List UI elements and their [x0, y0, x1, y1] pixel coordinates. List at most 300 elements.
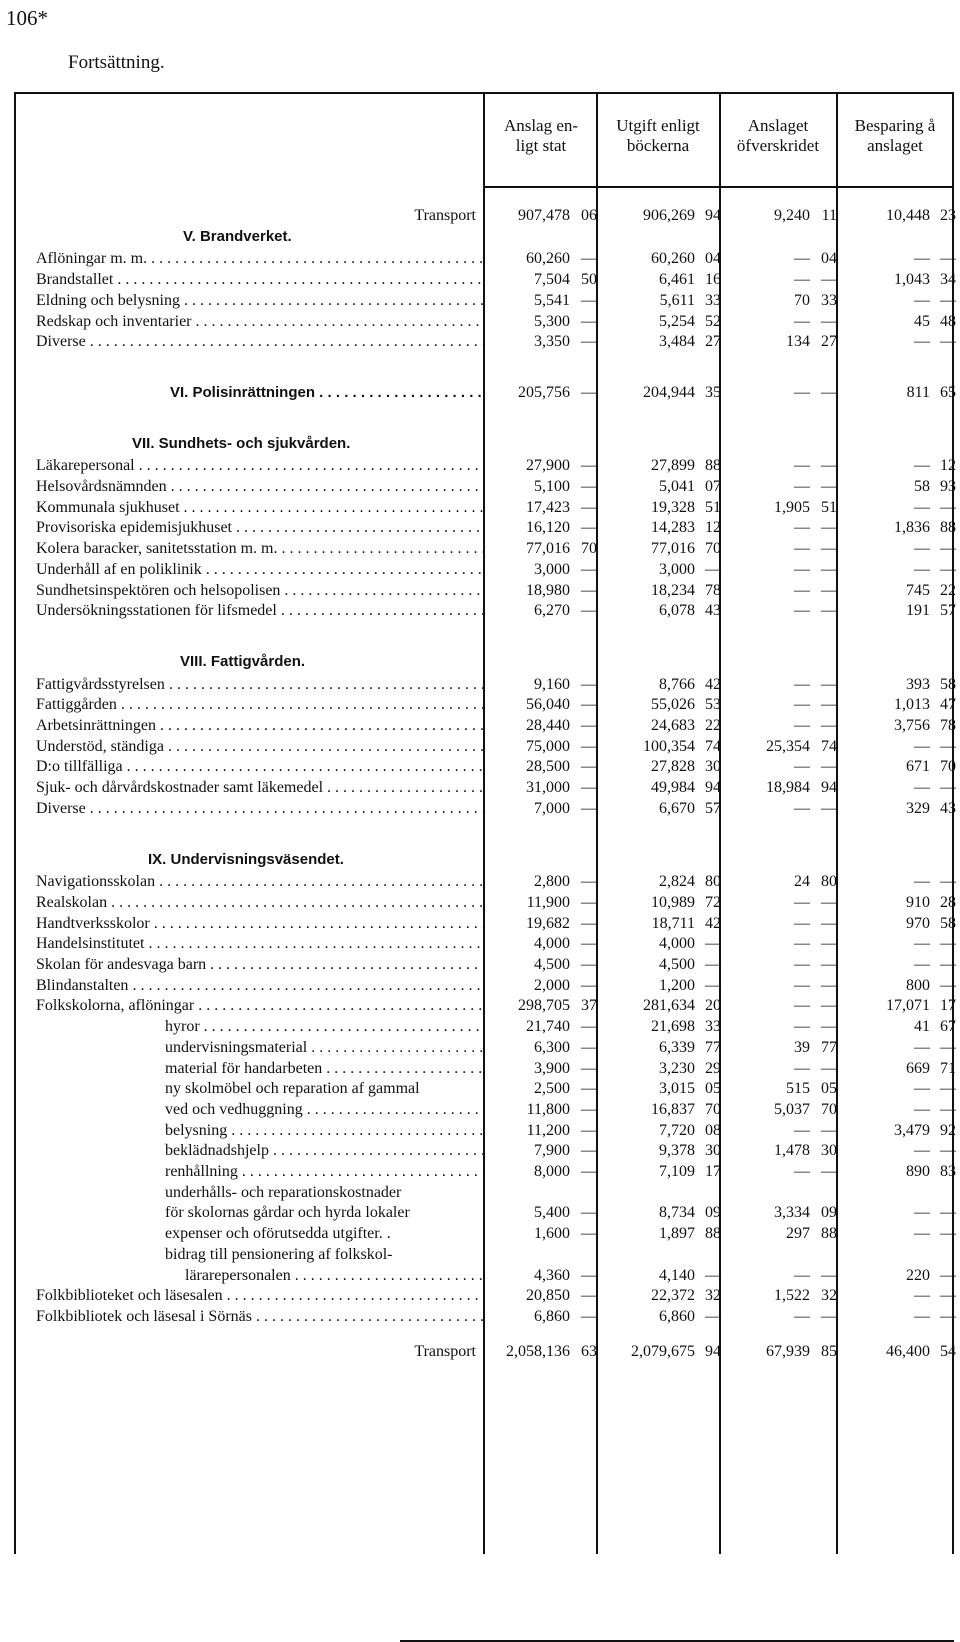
- amount-cell: —: [794, 893, 810, 911]
- table-row: [0, 1341, 960, 1362]
- row-label: Transport: [414, 207, 476, 224]
- ore-cell: —: [581, 333, 597, 351]
- amount-cell: —: [914, 1307, 930, 1325]
- amount-cell: 11,200: [526, 1121, 570, 1139]
- amount-cell: —: [794, 935, 810, 953]
- ore-cell: —: [581, 1100, 597, 1118]
- ore-cell: —: [821, 1018, 837, 1036]
- amount-cell: 800: [906, 976, 930, 994]
- ore-cell: 29: [705, 1059, 721, 1077]
- amount-cell: 2,800: [534, 873, 570, 891]
- amount-cell: —: [914, 540, 930, 558]
- amount-cell: 17,423: [526, 498, 570, 516]
- ore-cell: 74: [821, 737, 837, 755]
- ore-cell: 22: [705, 717, 721, 734]
- amount-cell: —: [794, 1266, 810, 1284]
- table-row: [0, 600, 960, 621]
- amount-cell: —: [794, 478, 810, 495]
- amount-cell: 1,897: [659, 1225, 695, 1243]
- row-label: Blindanstalten . . .: [36, 975, 483, 996]
- amount-cell: 77,016: [651, 540, 695, 558]
- ore-cell: —: [581, 935, 597, 953]
- amount-cell: 39: [794, 1038, 810, 1056]
- ore-cell: —: [581, 914, 597, 932]
- ore-cell: —: [581, 1266, 597, 1284]
- ore-cell: 11: [821, 207, 837, 224]
- amount-cell: 45: [914, 312, 930, 330]
- amount-cell: 46,400: [886, 1342, 930, 1360]
- ore-cell: —: [581, 675, 597, 693]
- row-label: belysning . . .: [165, 1120, 483, 1141]
- ore-cell: 53: [705, 696, 721, 714]
- ore-cell: —: [940, 291, 956, 309]
- table-row: [0, 913, 960, 934]
- ore-cell: 12: [705, 519, 721, 537]
- ore-cell: —: [940, 333, 956, 351]
- amount-cell: 60,260: [651, 250, 695, 268]
- row-label: Realskolan . . .: [36, 892, 483, 913]
- ore-cell: —: [821, 312, 837, 330]
- ore-cell: —: [821, 457, 837, 475]
- row-label: Provisoriska epidemisjukhuset . . .: [36, 517, 483, 538]
- amount-cell: —: [794, 799, 810, 817]
- amount-cell: 191: [906, 602, 930, 620]
- ore-cell: 57: [940, 602, 956, 620]
- ore-cell: 85: [821, 1342, 837, 1360]
- row-label: beklädnadshjelp . . .: [165, 1140, 483, 1161]
- ore-cell: —: [821, 560, 837, 578]
- amount-cell: 49,984: [651, 779, 695, 797]
- ore-cell: —: [581, 1225, 597, 1243]
- table-row: [0, 1223, 960, 1244]
- row-label: Kommunala sjukhuset . . .: [36, 497, 483, 518]
- amount-cell: 3,756: [894, 717, 930, 734]
- ore-cell: 09: [821, 1204, 837, 1222]
- ore-cell: —: [581, 478, 597, 495]
- amount-cell: —: [794, 457, 810, 475]
- ore-cell: 93: [940, 478, 956, 495]
- amount-cell: 3,015: [659, 1080, 695, 1098]
- table-row: [0, 248, 960, 269]
- ore-cell: 08: [705, 1121, 721, 1139]
- ore-cell: 43: [940, 799, 956, 817]
- ore-cell: 88: [705, 457, 721, 475]
- row-label: underhålls- och reparationskostnader: [165, 1183, 402, 1201]
- ore-cell: —: [821, 956, 837, 973]
- row-label: lärarepersonalen . . .: [185, 1265, 483, 1286]
- ore-cell: —: [581, 696, 597, 714]
- row-label: Underhåll af en poliklinik . . .: [36, 559, 483, 580]
- table-row: [0, 715, 960, 736]
- ore-cell: 30: [705, 758, 721, 776]
- ore-cell: —: [940, 560, 956, 578]
- ore-cell: 94: [705, 207, 721, 224]
- amount-cell: —: [794, 1121, 810, 1139]
- table-row: [0, 580, 960, 601]
- amount-cell: 5,611: [659, 291, 695, 309]
- ore-cell: —: [940, 1307, 956, 1325]
- amount-cell: 18,980: [526, 581, 570, 599]
- amount-cell: —: [914, 737, 930, 755]
- ore-cell: —: [940, 498, 956, 516]
- amount-cell: 7,000: [534, 799, 570, 817]
- ore-cell: —: [940, 540, 956, 558]
- amount-cell: 6,078: [659, 602, 695, 620]
- amount-cell: 6,339: [659, 1038, 695, 1056]
- ore-cell: 51: [821, 498, 837, 516]
- amount-cell: 2,058,136: [506, 1342, 570, 1360]
- ore-cell: 33: [705, 291, 721, 309]
- amount-cell: —: [794, 383, 810, 401]
- amount-cell: —: [914, 1287, 930, 1305]
- ore-cell: —: [581, 893, 597, 911]
- amount-cell: 3,479: [894, 1121, 930, 1139]
- ore-cell: —: [581, 250, 597, 268]
- amount-cell: —: [914, 1142, 930, 1160]
- amount-cell: —: [914, 1080, 930, 1098]
- ore-cell: —: [821, 1059, 837, 1077]
- amount-cell: 3,350: [534, 333, 570, 351]
- row-label: Undersökningsstationen för lifsmedel . . .: [36, 600, 483, 621]
- table-row: [0, 290, 960, 311]
- row-label: ny skolmöbel och reparation af gammal: [165, 1080, 420, 1098]
- ore-cell: 67: [940, 1018, 956, 1036]
- amount-cell: —: [914, 1100, 930, 1118]
- amount-cell: 8,734: [659, 1204, 695, 1222]
- table-row: [0, 954, 960, 975]
- amount-cell: 1,522: [774, 1287, 810, 1305]
- ore-cell: 30: [705, 1142, 721, 1160]
- ore-cell: 54: [940, 1342, 956, 1360]
- amount-cell: 204,944: [643, 383, 695, 401]
- amount-cell: —: [794, 976, 810, 994]
- amount-cell: 11,900: [526, 893, 570, 911]
- amount-cell: 1,836: [894, 519, 930, 537]
- table-row: [0, 559, 960, 580]
- ore-cell: —: [940, 935, 956, 953]
- amount-cell: 5,300: [534, 312, 570, 330]
- amount-cell: —: [794, 675, 810, 693]
- ore-cell: —: [581, 799, 597, 817]
- amount-cell: 5,037: [774, 1100, 810, 1118]
- amount-cell: —: [794, 312, 810, 330]
- table-row: [0, 1244, 960, 1265]
- ore-cell: 51: [705, 498, 721, 516]
- amount-cell: 41: [914, 1018, 930, 1036]
- table-row: [0, 777, 960, 798]
- amount-cell: 55,026: [651, 696, 695, 714]
- ore-cell: —: [821, 581, 837, 599]
- row-label: Helsovårdsnämnden . . .: [36, 476, 483, 497]
- amount-cell: 19,682: [526, 914, 570, 932]
- table-row: [0, 1120, 960, 1141]
- table-row: [0, 798, 960, 819]
- amount-cell: 906,269: [643, 207, 695, 224]
- amount-cell: 393: [906, 675, 930, 693]
- ore-cell: —: [581, 1204, 597, 1222]
- amount-cell: 9,160: [534, 675, 570, 693]
- ore-cell: —: [821, 1121, 837, 1139]
- ore-cell: —: [821, 271, 837, 289]
- row-label: Fattigvårdsstyrelsen . . .: [36, 674, 483, 695]
- ore-cell: 16: [705, 271, 721, 289]
- ore-cell: 06: [581, 207, 597, 224]
- ore-cell: —: [940, 873, 956, 891]
- ore-cell: 17: [705, 1163, 721, 1180]
- ore-cell: 72: [705, 893, 721, 911]
- ore-cell: 20: [705, 997, 721, 1015]
- table-row: [0, 331, 960, 352]
- amount-cell: 56,040: [526, 696, 570, 714]
- amount-cell: —: [794, 1163, 810, 1180]
- amount-cell: 21,740: [526, 1018, 570, 1036]
- row-label: bidrag till pensionering af folkskol-: [165, 1245, 393, 1263]
- ore-cell: 37: [581, 997, 597, 1015]
- ore-cell: —: [581, 519, 597, 537]
- ore-cell: —: [705, 1307, 721, 1325]
- amount-cell: 77,016: [526, 540, 570, 558]
- amount-cell: 2,824: [659, 873, 695, 891]
- ore-cell: —: [821, 976, 837, 994]
- amount-cell: 16,837: [651, 1100, 695, 1118]
- amount-cell: —: [914, 250, 930, 268]
- amount-cell: 669: [906, 1059, 930, 1077]
- ore-cell: 88: [940, 519, 956, 537]
- amount-cell: 7,720: [659, 1121, 695, 1139]
- section-heading: VIII. Fattigvården.: [180, 652, 306, 670]
- amount-cell: 24: [794, 873, 810, 891]
- ore-cell: —: [581, 873, 597, 891]
- ore-cell: —: [940, 1266, 956, 1284]
- amount-cell: 27,900: [526, 457, 570, 475]
- table-row: [0, 1058, 960, 1079]
- ore-cell: 28: [940, 893, 956, 911]
- table-row: [0, 497, 960, 518]
- ore-cell: 35: [705, 383, 721, 401]
- ore-cell: 94: [705, 779, 721, 797]
- ore-cell: —: [581, 1287, 597, 1305]
- amount-cell: 22,372: [651, 1287, 695, 1305]
- table-row: [0, 1182, 960, 1203]
- amount-cell: 6,461: [659, 271, 695, 289]
- ore-cell: —: [821, 997, 837, 1015]
- amount-cell: 16,120: [526, 519, 570, 537]
- ore-cell: —: [581, 383, 597, 401]
- ore-cell: —: [821, 602, 837, 620]
- ore-cell: 77: [705, 1038, 721, 1056]
- table-row: [0, 1078, 960, 1099]
- ore-cell: 57: [705, 799, 721, 817]
- ore-cell: —: [821, 519, 837, 537]
- table-row: [0, 455, 960, 476]
- amount-cell: 2,000: [534, 976, 570, 994]
- ore-cell: —: [821, 799, 837, 817]
- row-label: Aflöningar m. m. . . .: [36, 248, 483, 269]
- ore-cell: —: [705, 956, 721, 973]
- amount-cell: 27,899: [651, 457, 695, 475]
- amount-cell: 8,000: [534, 1163, 570, 1180]
- table-row: [0, 736, 960, 757]
- ore-cell: 50: [581, 271, 597, 289]
- table-row: [0, 205, 960, 226]
- ore-cell: —: [581, 560, 597, 578]
- amount-cell: 671: [906, 758, 930, 776]
- ore-cell: 94: [705, 1342, 721, 1360]
- amount-cell: 18,984: [766, 779, 810, 797]
- ore-cell: —: [581, 457, 597, 475]
- amount-cell: 890: [906, 1163, 930, 1180]
- amount-cell: 28,500: [526, 758, 570, 776]
- ore-cell: —: [581, 779, 597, 797]
- amount-cell: 5,400: [534, 1204, 570, 1222]
- ore-cell: —: [940, 1204, 956, 1222]
- ore-cell: —: [705, 935, 721, 953]
- amount-cell: 10,989: [651, 893, 695, 911]
- ore-cell: 70: [705, 1100, 721, 1118]
- ore-cell: —: [581, 581, 597, 599]
- table-row: [0, 517, 960, 538]
- row-label: Brandstallet . . .: [36, 269, 483, 290]
- table-row: [0, 1202, 960, 1223]
- amount-cell: 745: [906, 581, 930, 599]
- amount-cell: —: [794, 1059, 810, 1077]
- ore-cell: —: [581, 956, 597, 973]
- amount-cell: —: [914, 333, 930, 351]
- column-header-anslag: Anslag en- ligt stat: [503, 116, 579, 155]
- ore-cell: —: [940, 976, 956, 994]
- ore-cell: —: [940, 1100, 956, 1118]
- ore-cell: 05: [705, 1080, 721, 1098]
- row-label: Diverse . . .: [36, 331, 483, 352]
- ore-cell: —: [940, 737, 956, 755]
- ore-cell: 43: [705, 602, 721, 620]
- ore-cell: —: [705, 976, 721, 994]
- ore-cell: —: [821, 893, 837, 911]
- row-label: VI. Polisinrättningen . . .: [170, 382, 483, 403]
- ore-cell: 74: [705, 737, 721, 755]
- amount-cell: —: [914, 1204, 930, 1222]
- amount-cell: —: [914, 1038, 930, 1056]
- amount-cell: 1,600: [534, 1225, 570, 1243]
- amount-cell: 5,100: [534, 478, 570, 495]
- amount-cell: 6,300: [534, 1038, 570, 1056]
- ore-cell: 12: [940, 457, 956, 475]
- amount-cell: 811: [906, 383, 930, 401]
- ore-cell: —: [821, 935, 837, 953]
- ore-cell: —: [940, 1142, 956, 1160]
- ore-cell: 48: [940, 312, 956, 330]
- table-row: [0, 311, 960, 332]
- ore-cell: 65: [940, 383, 956, 401]
- amount-cell: 1,013: [894, 696, 930, 714]
- ore-cell: 42: [705, 914, 721, 932]
- ore-cell: 88: [705, 1225, 721, 1243]
- table-row: [0, 892, 960, 913]
- row-label: renhållning . . .: [165, 1161, 483, 1182]
- ore-cell: 17: [940, 997, 956, 1015]
- ore-cell: —: [940, 779, 956, 797]
- amount-cell: —: [794, 519, 810, 537]
- amount-cell: 31,000: [526, 779, 570, 797]
- ore-cell: 94: [821, 779, 837, 797]
- amount-cell: —: [794, 758, 810, 776]
- ore-cell: —: [581, 1121, 597, 1139]
- amount-cell: 1,478: [774, 1142, 810, 1160]
- ore-cell: 58: [940, 914, 956, 932]
- row-label: för skolornas gårdar och hyrda lokaler: [165, 1204, 410, 1222]
- amount-cell: 1,043: [894, 271, 930, 289]
- section-heading: V. Brandverket.: [183, 227, 292, 245]
- ore-cell: —: [821, 1163, 837, 1180]
- ore-cell: —: [581, 717, 597, 734]
- section-heading: IX. Undervisningsväsendet.: [148, 850, 344, 868]
- table-row: [0, 1265, 960, 1286]
- amount-cell: 20,850: [526, 1287, 570, 1305]
- ore-cell: 04: [705, 250, 721, 268]
- amount-cell: 60,260: [526, 250, 570, 268]
- amount-cell: 6,860: [534, 1307, 570, 1325]
- amount-cell: —: [914, 1225, 930, 1243]
- amount-cell: —: [794, 997, 810, 1015]
- amount-cell: —: [794, 560, 810, 578]
- ore-cell: 47: [940, 696, 956, 714]
- row-label: Läkarepersonal . . .: [36, 455, 483, 476]
- amount-cell: 7,900: [534, 1142, 570, 1160]
- amount-cell: 4,500: [534, 956, 570, 973]
- ore-cell: —: [821, 478, 837, 495]
- amount-cell: —: [914, 935, 930, 953]
- amount-cell: 4,000: [659, 935, 695, 953]
- ore-cell: 07: [705, 478, 721, 495]
- ore-cell: —: [581, 1038, 597, 1056]
- ore-cell: 09: [705, 1204, 721, 1222]
- amount-cell: 1,200: [659, 976, 695, 994]
- row-label: material för handarbeten . . .: [165, 1058, 483, 1079]
- ore-cell: —: [581, 758, 597, 776]
- ore-cell: 30: [821, 1142, 837, 1160]
- ore-cell: 33: [705, 1018, 721, 1036]
- ore-cell: —: [821, 675, 837, 693]
- row-label: Diverse . . .: [36, 798, 483, 819]
- amount-cell: —: [794, 581, 810, 599]
- ore-cell: —: [581, 1059, 597, 1077]
- row-label: D:o tillfälliga . . .: [36, 756, 483, 777]
- row-label: undervisningsmaterial . . .: [165, 1037, 483, 1058]
- amount-cell: —: [914, 779, 930, 797]
- amount-cell: 2,079,675: [631, 1342, 695, 1360]
- table-row: [0, 1099, 960, 1120]
- amount-cell: 24,683: [651, 717, 695, 734]
- ore-cell: —: [581, 498, 597, 516]
- row-label: Folkbiblioteket och läsesalen . . .: [36, 1285, 483, 1306]
- ore-cell: 42: [705, 675, 721, 693]
- amount-cell: 205,756: [518, 383, 570, 401]
- amount-cell: 4,140: [659, 1266, 695, 1284]
- row-label: Fattiggården . . .: [36, 694, 483, 715]
- ore-cell: —: [940, 1038, 956, 1056]
- ore-cell: —: [940, 956, 956, 973]
- amount-cell: 5,254: [659, 312, 695, 330]
- amount-cell: —: [914, 291, 930, 309]
- row-label: Kolera baracker, sanitetsstation m. m. . . .: [36, 538, 483, 559]
- amount-cell: 75,000: [526, 737, 570, 755]
- amount-cell: 58: [914, 478, 930, 495]
- amount-cell: 14,283: [651, 519, 695, 537]
- table-row: [0, 269, 960, 290]
- amount-cell: 67,939: [766, 1342, 810, 1360]
- table-row: [0, 674, 960, 695]
- amount-cell: 329: [906, 799, 930, 817]
